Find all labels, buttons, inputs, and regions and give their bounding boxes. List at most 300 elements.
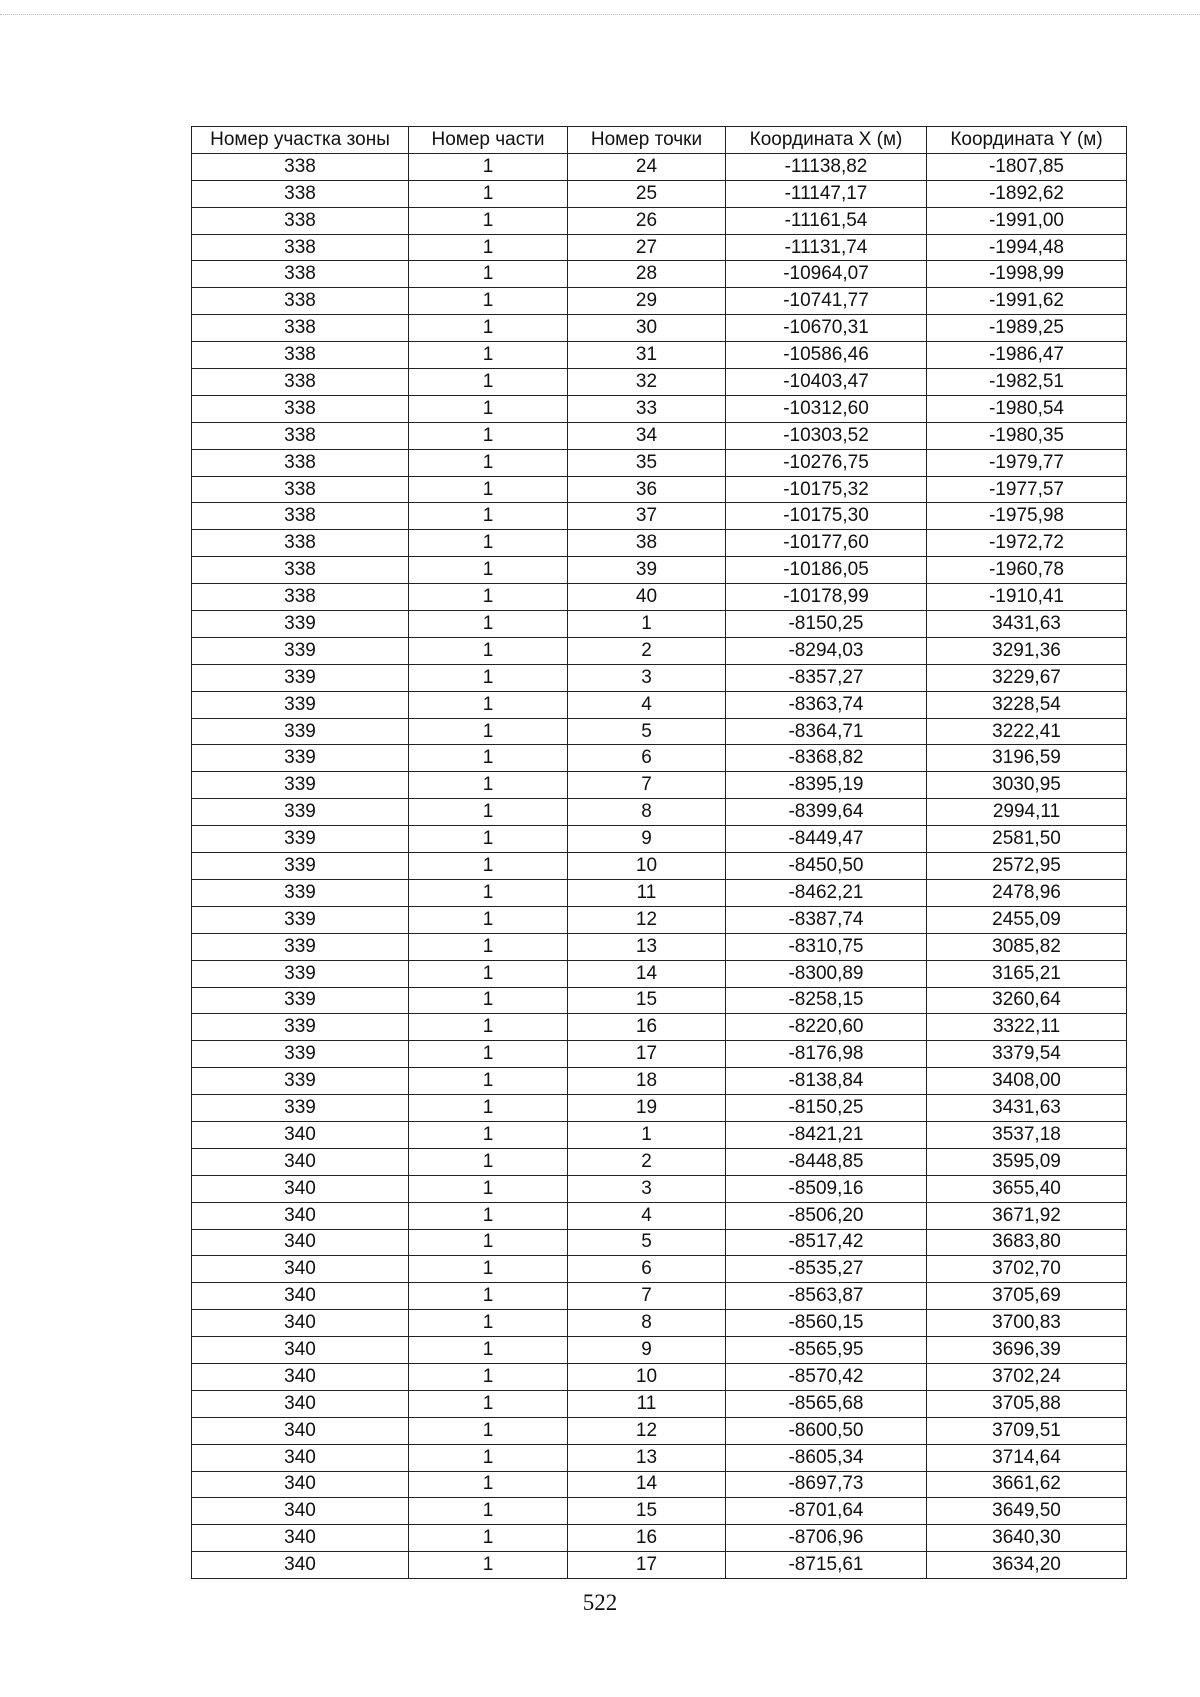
- cell-zone-section: 340: [192, 1121, 409, 1148]
- cell-coordinate-y: -1977,57: [927, 476, 1127, 503]
- cell-zone-section: 339: [192, 906, 409, 933]
- cell-point-number: 6: [568, 745, 726, 772]
- cell-part-number: 1: [409, 503, 568, 530]
- table-row: [192, 1498, 1127, 1525]
- cell-coordinate-x: -8565,68: [726, 1390, 927, 1417]
- table-row: [192, 718, 1127, 745]
- cell-zone-section: 339: [192, 879, 409, 906]
- cell-part-number: 1: [409, 1283, 568, 1310]
- cell-part-number: 1: [409, 584, 568, 611]
- cell-zone-section: 340: [192, 1525, 409, 1552]
- cell-zone-section: 338: [192, 449, 409, 476]
- cell-point-number: 27: [568, 234, 726, 261]
- cell-zone-section: 338: [192, 557, 409, 584]
- cell-coordinate-x: -8368,82: [726, 745, 927, 772]
- cell-point-number: 16: [568, 1014, 726, 1041]
- cell-point-number: 12: [568, 906, 726, 933]
- cell-coordinate-x: -8220,60: [726, 1014, 927, 1041]
- cell-coordinate-x: -8600,50: [726, 1417, 927, 1444]
- cell-coordinate-x: -11161,54: [726, 207, 927, 234]
- cell-coordinate-x: -10175,30: [726, 503, 927, 530]
- cell-part-number: 1: [409, 1310, 568, 1337]
- table-row: [192, 395, 1127, 422]
- cell-zone-section: 338: [192, 342, 409, 369]
- cell-coordinate-y: -1989,25: [927, 315, 1127, 342]
- cell-point-number: 7: [568, 772, 726, 799]
- cell-coordinate-y: -1998,99: [927, 261, 1127, 288]
- cell-zone-section: 340: [192, 1498, 409, 1525]
- cell-coordinate-y: 3228,54: [927, 691, 1127, 718]
- cell-point-number: 3: [568, 664, 726, 691]
- cell-coordinate-x: -8605,34: [726, 1444, 927, 1471]
- cell-coordinate-y: 3671,92: [927, 1202, 1127, 1229]
- cell-zone-section: 339: [192, 853, 409, 880]
- coordinates-table: [191, 126, 1127, 1579]
- cell-coordinate-y: -1980,54: [927, 395, 1127, 422]
- cell-coordinate-x: -8363,74: [726, 691, 927, 718]
- page-number: 522: [582, 1590, 618, 1615]
- cell-coordinate-y: 3229,67: [927, 664, 1127, 691]
- header-row: [192, 127, 1127, 154]
- cell-part-number: 1: [409, 879, 568, 906]
- cell-zone-section: 340: [192, 1148, 409, 1175]
- table-row: [192, 369, 1127, 396]
- cell-part-number: 1: [409, 1363, 568, 1390]
- cell-coordinate-x: -8310,75: [726, 933, 927, 960]
- cell-zone-section: 339: [192, 718, 409, 745]
- cell-part-number: 1: [409, 799, 568, 826]
- cell-coordinate-x: -10276,75: [726, 449, 927, 476]
- table-row: [192, 180, 1127, 207]
- cell-zone-section: 340: [192, 1471, 409, 1498]
- cell-coordinate-x: -8449,47: [726, 826, 927, 853]
- cell-coordinate-y: 3702,70: [927, 1256, 1127, 1283]
- table-row: [192, 826, 1127, 853]
- cell-coordinate-x: -10177,60: [726, 530, 927, 557]
- cell-zone-section: 339: [192, 637, 409, 664]
- table-row: [192, 207, 1127, 234]
- table-body: [192, 153, 1127, 1578]
- cell-coordinate-x: -8395,19: [726, 772, 927, 799]
- scan-edge-line: [0, 14, 1200, 15]
- cell-point-number: 10: [568, 853, 726, 880]
- cell-part-number: 1: [409, 1014, 568, 1041]
- cell-coordinate-y: 3640,30: [927, 1525, 1127, 1552]
- cell-part-number: 1: [409, 449, 568, 476]
- cell-point-number: 28: [568, 261, 726, 288]
- cell-coordinate-y: 2478,96: [927, 879, 1127, 906]
- cell-point-number: 39: [568, 557, 726, 584]
- header-coordinate-y: Координата Y (м): [927, 127, 1127, 154]
- cell-part-number: 1: [409, 718, 568, 745]
- cell-coordinate-y: 3196,59: [927, 745, 1127, 772]
- cell-part-number: 1: [409, 288, 568, 315]
- cell-zone-section: 340: [192, 1283, 409, 1310]
- cell-point-number: 40: [568, 584, 726, 611]
- cell-point-number: 8: [568, 799, 726, 826]
- cell-part-number: 1: [409, 745, 568, 772]
- cell-zone-section: 340: [192, 1229, 409, 1256]
- cell-zone-section: 340: [192, 1417, 409, 1444]
- table-row: [192, 772, 1127, 799]
- cell-coordinate-x: -8535,27: [726, 1256, 927, 1283]
- cell-zone-section: 338: [192, 153, 409, 180]
- cell-coordinate-y: 3595,09: [927, 1148, 1127, 1175]
- table-row: [192, 584, 1127, 611]
- cell-point-number: 31: [568, 342, 726, 369]
- cell-part-number: 1: [409, 234, 568, 261]
- cell-part-number: 1: [409, 1471, 568, 1498]
- table-row: [192, 1068, 1127, 1095]
- cell-point-number: 2: [568, 637, 726, 664]
- cell-part-number: 1: [409, 1229, 568, 1256]
- cell-coordinate-y: -1994,48: [927, 234, 1127, 261]
- cell-coordinate-y: 2572,95: [927, 853, 1127, 880]
- cell-zone-section: 338: [192, 503, 409, 530]
- table-row: [192, 1148, 1127, 1175]
- cell-zone-section: 338: [192, 422, 409, 449]
- cell-point-number: 17: [568, 1041, 726, 1068]
- cell-part-number: 1: [409, 1444, 568, 1471]
- cell-coordinate-x: -8560,15: [726, 1310, 927, 1337]
- table-row: [192, 476, 1127, 503]
- cell-coordinate-y: 3683,80: [927, 1229, 1127, 1256]
- table-row: [192, 422, 1127, 449]
- cell-zone-section: 338: [192, 395, 409, 422]
- table-row: [192, 960, 1127, 987]
- table-row: [192, 987, 1127, 1014]
- table-row: [192, 1525, 1127, 1552]
- cell-zone-section: 338: [192, 180, 409, 207]
- cell-part-number: 1: [409, 826, 568, 853]
- table-row: [192, 637, 1127, 664]
- cell-coordinate-y: -1910,41: [927, 584, 1127, 611]
- cell-part-number: 1: [409, 261, 568, 288]
- cell-part-number: 1: [409, 1041, 568, 1068]
- table-row: [192, 1229, 1127, 1256]
- table-row: [192, 1390, 1127, 1417]
- cell-coordinate-x: -8462,21: [726, 879, 927, 906]
- cell-point-number: 35: [568, 449, 726, 476]
- cell-coordinate-y: 3379,54: [927, 1041, 1127, 1068]
- cell-coordinate-y: -1991,62: [927, 288, 1127, 315]
- table-row: [192, 906, 1127, 933]
- cell-point-number: 26: [568, 207, 726, 234]
- table-row: [192, 799, 1127, 826]
- cell-part-number: 1: [409, 611, 568, 638]
- cell-coordinate-x: -8715,61: [726, 1552, 927, 1579]
- table-row: [192, 1363, 1127, 1390]
- table-row: [192, 1175, 1127, 1202]
- cell-zone-section: 340: [192, 1337, 409, 1364]
- cell-zone-section: 339: [192, 987, 409, 1014]
- cell-point-number: 24: [568, 153, 726, 180]
- table-row: [192, 1310, 1127, 1337]
- cell-coordinate-x: -8570,42: [726, 1363, 927, 1390]
- cell-zone-section: 340: [192, 1202, 409, 1229]
- table-row: [192, 234, 1127, 261]
- cell-zone-section: 338: [192, 288, 409, 315]
- cell-coordinate-x: -8448,85: [726, 1148, 927, 1175]
- cell-point-number: 38: [568, 530, 726, 557]
- table-header: [192, 127, 1127, 154]
- table-row: [192, 933, 1127, 960]
- cell-point-number: 2: [568, 1148, 726, 1175]
- cell-point-number: 8: [568, 1310, 726, 1337]
- table-row: [192, 1552, 1127, 1579]
- cell-part-number: 1: [409, 315, 568, 342]
- cell-point-number: 13: [568, 1444, 726, 1471]
- cell-zone-section: 338: [192, 530, 409, 557]
- cell-point-number: 36: [568, 476, 726, 503]
- cell-zone-section: 339: [192, 745, 409, 772]
- cell-coordinate-y: -1979,77: [927, 449, 1127, 476]
- cell-point-number: 37: [568, 503, 726, 530]
- cell-zone-section: 338: [192, 234, 409, 261]
- cell-part-number: 1: [409, 1417, 568, 1444]
- cell-coordinate-y: 3705,88: [927, 1390, 1127, 1417]
- cell-coordinate-x: -10964,07: [726, 261, 927, 288]
- cell-zone-section: 338: [192, 207, 409, 234]
- cell-coordinate-x: -8258,15: [726, 987, 927, 1014]
- cell-point-number: 3: [568, 1175, 726, 1202]
- cell-coordinate-y: 3661,62: [927, 1471, 1127, 1498]
- cell-point-number: 1: [568, 611, 726, 638]
- cell-point-number: 5: [568, 1229, 726, 1256]
- cell-part-number: 1: [409, 422, 568, 449]
- cell-coordinate-y: 3431,63: [927, 1095, 1127, 1122]
- cell-part-number: 1: [409, 1552, 568, 1579]
- table-row: [192, 1417, 1127, 1444]
- cell-zone-section: 339: [192, 1014, 409, 1041]
- cell-point-number: 16: [568, 1525, 726, 1552]
- cell-coordinate-x: -8517,42: [726, 1229, 927, 1256]
- cell-point-number: 7: [568, 1283, 726, 1310]
- cell-zone-section: 339: [192, 960, 409, 987]
- cell-zone-section: 339: [192, 1068, 409, 1095]
- table-row: [192, 557, 1127, 584]
- cell-zone-section: 339: [192, 772, 409, 799]
- table-row: [192, 1337, 1127, 1364]
- cell-zone-section: 338: [192, 584, 409, 611]
- cell-coordinate-x: -8701,64: [726, 1498, 927, 1525]
- cell-coordinate-x: -8399,64: [726, 799, 927, 826]
- cell-coordinate-y: 3702,24: [927, 1363, 1127, 1390]
- cell-point-number: 11: [568, 1390, 726, 1417]
- cell-coordinate-x: -8138,84: [726, 1068, 927, 1095]
- table-row: [192, 1444, 1127, 1471]
- cell-point-number: 10: [568, 1363, 726, 1390]
- cell-part-number: 1: [409, 906, 568, 933]
- cell-coordinate-x: -10586,46: [726, 342, 927, 369]
- cell-coordinate-y: -1960,78: [927, 557, 1127, 584]
- cell-coordinate-y: -1975,98: [927, 503, 1127, 530]
- cell-part-number: 1: [409, 1175, 568, 1202]
- cell-coordinate-x: -10186,05: [726, 557, 927, 584]
- cell-part-number: 1: [409, 530, 568, 557]
- cell-zone-section: 339: [192, 611, 409, 638]
- table-row: [192, 1014, 1127, 1041]
- cell-part-number: 1: [409, 637, 568, 664]
- cell-part-number: 1: [409, 853, 568, 880]
- cell-coordinate-x: -8294,03: [726, 637, 927, 664]
- table-row: [192, 315, 1127, 342]
- cell-part-number: 1: [409, 1256, 568, 1283]
- cell-point-number: 15: [568, 1498, 726, 1525]
- cell-part-number: 1: [409, 772, 568, 799]
- cell-part-number: 1: [409, 153, 568, 180]
- cell-coordinate-y: 3030,95: [927, 772, 1127, 799]
- cell-coordinate-x: -8364,71: [726, 718, 927, 745]
- table-row: [192, 1095, 1127, 1122]
- table-row: [192, 503, 1127, 530]
- cell-point-number: 6: [568, 1256, 726, 1283]
- cell-part-number: 1: [409, 933, 568, 960]
- cell-coordinate-y: 3709,51: [927, 1417, 1127, 1444]
- cell-point-number: 11: [568, 879, 726, 906]
- cell-coordinate-y: 3649,50: [927, 1498, 1127, 1525]
- cell-part-number: 1: [409, 1148, 568, 1175]
- table-row: [192, 1256, 1127, 1283]
- cell-point-number: 4: [568, 691, 726, 718]
- cell-coordinate-y: -1991,00: [927, 207, 1127, 234]
- cell-part-number: 1: [409, 476, 568, 503]
- cell-coordinate-y: 3291,36: [927, 637, 1127, 664]
- cell-point-number: 9: [568, 826, 726, 853]
- cell-coordinate-x: -8450,50: [726, 853, 927, 880]
- table-row: [192, 853, 1127, 880]
- cell-zone-section: 339: [192, 1095, 409, 1122]
- cell-part-number: 1: [409, 1095, 568, 1122]
- cell-zone-section: 340: [192, 1256, 409, 1283]
- cell-point-number: 1: [568, 1121, 726, 1148]
- cell-part-number: 1: [409, 1390, 568, 1417]
- table-row: [192, 530, 1127, 557]
- cell-coordinate-y: -1980,35: [927, 422, 1127, 449]
- cell-coordinate-x: -8150,25: [726, 611, 927, 638]
- cell-part-number: 1: [409, 1068, 568, 1095]
- cell-coordinate-y: 3165,21: [927, 960, 1127, 987]
- cell-coordinate-y: 2581,50: [927, 826, 1127, 853]
- cell-zone-section: 340: [192, 1363, 409, 1390]
- table-row: [192, 261, 1127, 288]
- cell-point-number: 34: [568, 422, 726, 449]
- cell-zone-section: 339: [192, 691, 409, 718]
- cell-coordinate-y: 3408,00: [927, 1068, 1127, 1095]
- cell-part-number: 1: [409, 180, 568, 207]
- cell-coordinate-x: -10741,77: [726, 288, 927, 315]
- cell-point-number: 18: [568, 1068, 726, 1095]
- cell-coordinate-y: -1807,85: [927, 153, 1127, 180]
- cell-point-number: 4: [568, 1202, 726, 1229]
- cell-part-number: 1: [409, 369, 568, 396]
- cell-point-number: 32: [568, 369, 726, 396]
- table-row: [192, 1041, 1127, 1068]
- cell-coordinate-x: -10178,99: [726, 584, 927, 611]
- cell-point-number: 17: [568, 1552, 726, 1579]
- cell-zone-section: 340: [192, 1552, 409, 1579]
- table-row: [192, 691, 1127, 718]
- header-coordinate-x: Координата X (м): [726, 127, 927, 154]
- cell-part-number: 1: [409, 207, 568, 234]
- cell-coordinate-y: 2455,09: [927, 906, 1127, 933]
- cell-coordinate-y: 3260,64: [927, 987, 1127, 1014]
- cell-zone-section: 338: [192, 476, 409, 503]
- table-row: [192, 1121, 1127, 1148]
- cell-point-number: 12: [568, 1417, 726, 1444]
- cell-coordinate-y: 3322,11: [927, 1014, 1127, 1041]
- cell-point-number: 9: [568, 1337, 726, 1364]
- cell-coordinate-x: -8176,98: [726, 1041, 927, 1068]
- cell-part-number: 1: [409, 1337, 568, 1364]
- cell-coordinate-y: -1986,47: [927, 342, 1127, 369]
- cell-coordinate-y: 3700,83: [927, 1310, 1127, 1337]
- cell-part-number: 1: [409, 664, 568, 691]
- header-part-number: Номер части: [409, 127, 568, 154]
- cell-coordinate-y: 3696,39: [927, 1337, 1127, 1364]
- cell-coordinate-y: 3431,63: [927, 611, 1127, 638]
- cell-coordinate-y: -1892,62: [927, 180, 1127, 207]
- cell-coordinate-y: 3705,69: [927, 1283, 1127, 1310]
- cell-part-number: 1: [409, 395, 568, 422]
- cell-point-number: 19: [568, 1095, 726, 1122]
- table-row: [192, 879, 1127, 906]
- cell-coordinate-x: -10175,32: [726, 476, 927, 503]
- cell-zone-section: 340: [192, 1175, 409, 1202]
- cell-point-number: 25: [568, 180, 726, 207]
- cell-coordinate-x: -10312,60: [726, 395, 927, 422]
- cell-point-number: 14: [568, 1471, 726, 1498]
- table-row: [192, 342, 1127, 369]
- cell-coordinate-x: -8387,74: [726, 906, 927, 933]
- table-row: [192, 611, 1127, 638]
- cell-zone-section: 339: [192, 933, 409, 960]
- cell-coordinate-x: -10670,31: [726, 315, 927, 342]
- cell-point-number: 14: [568, 960, 726, 987]
- cell-part-number: 1: [409, 691, 568, 718]
- cell-part-number: 1: [409, 1202, 568, 1229]
- cell-coordinate-x: -11131,74: [726, 234, 927, 261]
- cell-part-number: 1: [409, 1498, 568, 1525]
- cell-zone-section: 339: [192, 826, 409, 853]
- cell-part-number: 1: [409, 1121, 568, 1148]
- cell-zone-section: 338: [192, 315, 409, 342]
- cell-zone-section: 339: [192, 664, 409, 691]
- header-zone-section: Номер участка зоны: [192, 127, 409, 154]
- cell-coordinate-x: -8509,16: [726, 1175, 927, 1202]
- cell-coordinate-x: -8150,25: [726, 1095, 927, 1122]
- cell-coordinate-x: -8300,89: [726, 960, 927, 987]
- cell-coordinate-x: -8357,27: [726, 664, 927, 691]
- cell-zone-section: 340: [192, 1390, 409, 1417]
- cell-zone-section: 338: [192, 261, 409, 288]
- cell-point-number: 5: [568, 718, 726, 745]
- cell-point-number: 15: [568, 987, 726, 1014]
- cell-zone-section: 340: [192, 1444, 409, 1471]
- cell-coordinate-x: -11147,17: [726, 180, 927, 207]
- cell-coordinate-y: 3537,18: [927, 1121, 1127, 1148]
- cell-point-number: 30: [568, 315, 726, 342]
- cell-zone-section: 338: [192, 369, 409, 396]
- cell-coordinate-x: -10303,52: [726, 422, 927, 449]
- cell-part-number: 1: [409, 960, 568, 987]
- table-row: [192, 153, 1127, 180]
- cell-part-number: 1: [409, 1525, 568, 1552]
- cell-coordinate-y: -1972,72: [927, 530, 1127, 557]
- cell-coordinate-y: 3655,40: [927, 1175, 1127, 1202]
- cell-coordinate-y: 3085,82: [927, 933, 1127, 960]
- table-row: [192, 664, 1127, 691]
